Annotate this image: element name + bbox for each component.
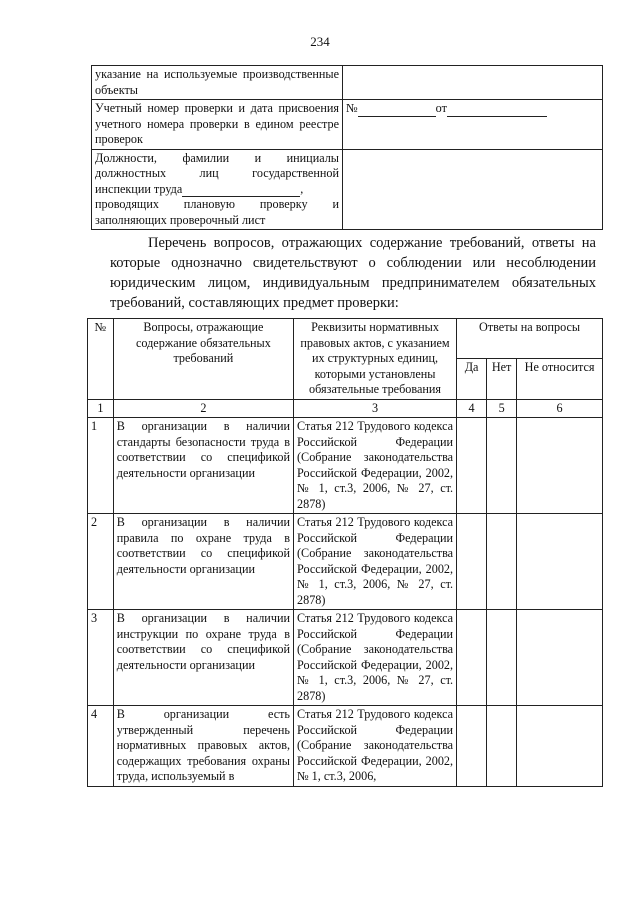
answer-yes-cell[interactable] bbox=[457, 514, 487, 610]
column-number: 4 bbox=[457, 399, 487, 418]
page-number: 234 bbox=[310, 34, 330, 49]
table-row bbox=[92, 149, 603, 230]
header-not-applicable: Не относится bbox=[517, 359, 603, 399]
header-row bbox=[88, 319, 603, 359]
date-prefix: от bbox=[435, 101, 447, 115]
inspection-name-blank[interactable] bbox=[182, 184, 300, 197]
table-row bbox=[92, 66, 603, 100]
column-number: 5 bbox=[487, 399, 517, 418]
answer-not-applicable-cell[interactable] bbox=[517, 514, 603, 610]
question-cell: В организации в наличии правила по охране труда в соответствии со спецификой деятельности организации bbox=[113, 514, 293, 610]
inspectors-comma: , bbox=[300, 181, 304, 196]
registration-number-label: Учетный номер проверки и дата присвоения учетного номера проверки в едином реестре проверок bbox=[92, 100, 343, 150]
requisites-cell: Статья 212 Трудового кодекса Российской Федерации (Собрание законодательства Российской Федерации, 2002, № 1, ст.3, 2006, bbox=[294, 706, 457, 787]
number-prefix: № bbox=[346, 101, 358, 115]
answer-no-cell[interactable] bbox=[487, 514, 517, 610]
row-number: 2 bbox=[88, 514, 114, 610]
inspectors-label-line: должностных лиц государственной bbox=[95, 166, 339, 180]
question-cell: В организации в наличии стандарты безопасности труда в соответствии со спецификой деятельности организации bbox=[113, 418, 293, 514]
header-yes: Да bbox=[457, 359, 487, 399]
requisites-cell: Статья 212 Трудового кодекса Российской Федерации (Собрание законодательства Российской Федерации, 2002, № 1, ст.3, 2006, № 27, ст. 2878) bbox=[294, 418, 457, 514]
objects-label: указание на используемые производственные объекты bbox=[92, 66, 343, 100]
header-no: № bbox=[88, 319, 114, 400]
objects-value-field[interactable] bbox=[343, 66, 603, 100]
table-row bbox=[92, 100, 603, 150]
inspection-info-table bbox=[91, 65, 603, 230]
header-answers: Ответы на вопросы bbox=[457, 319, 603, 359]
inspectors-label-line: инспекции труда bbox=[95, 181, 183, 196]
answer-not-applicable-cell[interactable] bbox=[517, 706, 603, 787]
answer-not-applicable-cell[interactable] bbox=[517, 610, 603, 706]
checklist-table bbox=[87, 318, 603, 787]
column-number: 2 bbox=[113, 399, 293, 418]
row-number: 3 bbox=[88, 610, 114, 706]
table-row bbox=[88, 418, 603, 514]
intro-paragraph: Перечень вопросов, отражающих содержание требований, ответы на которые однозначно свидетельствуют о соблюдении или несоблюдении юридическим лицом, индивидуальным предпринимателем обязательных требований, составляющих предмет проверки: bbox=[110, 235, 596, 311]
table-row bbox=[88, 610, 603, 706]
header-no-answer: Нет bbox=[487, 359, 517, 399]
question-cell: В организации есть утвержденный перечень нормативных правовых актов, содержащих требования охраны труда, используемый в bbox=[113, 706, 293, 787]
inspectors-value-field[interactable] bbox=[343, 149, 603, 230]
inspectors-label bbox=[92, 149, 343, 230]
column-number: 1 bbox=[88, 399, 114, 418]
answer-yes-cell[interactable] bbox=[457, 706, 487, 787]
requisites-cell: Статья 212 Трудового кодекса Российской Федерации (Собрание законодательства Российской Федерации, 2002, № 1, ст.3, 2006, № 27, ст. 2878) bbox=[294, 610, 457, 706]
row-number: 1 bbox=[88, 418, 114, 514]
column-number: 6 bbox=[517, 399, 603, 418]
row-number: 4 bbox=[88, 706, 114, 787]
table-row bbox=[88, 706, 603, 787]
inspectors-label-after: проводящих плановую проверку и заполняющих проверочный лист bbox=[95, 197, 339, 227]
answer-yes-cell[interactable] bbox=[457, 418, 487, 514]
answer-yes-cell[interactable] bbox=[457, 610, 487, 706]
registration-number-field[interactable] bbox=[343, 100, 603, 150]
answer-not-applicable-cell[interactable] bbox=[517, 418, 603, 514]
requisites-cell: Статья 212 Трудового кодекса Российской Федерации (Собрание законодательства Российской Федерации, 2002, № 1, ст.3, 2006, № 27, ст. 2878) bbox=[294, 514, 457, 610]
date-blank[interactable] bbox=[447, 104, 547, 117]
inspectors-label-line: Должности, фамилии и инициалы bbox=[95, 150, 339, 165]
header-requisites: Реквизиты нормативных правовых актов, с указанием их структурных единиц, которыми установлены обязательные требования bbox=[294, 319, 457, 400]
answer-no-cell[interactable] bbox=[487, 706, 517, 787]
header-question: Вопросы, отражающие содержание обязательных требований bbox=[113, 319, 293, 400]
question-cell: В организации в наличии инструкции по охране труда в соответствии со спецификой деятельности организации bbox=[113, 610, 293, 706]
table-row bbox=[88, 514, 603, 610]
answer-no-cell[interactable] bbox=[487, 418, 517, 514]
column-number: 3 bbox=[294, 399, 457, 418]
number-blank[interactable] bbox=[358, 104, 436, 117]
column-number-row bbox=[88, 399, 603, 418]
answer-no-cell[interactable] bbox=[487, 610, 517, 706]
